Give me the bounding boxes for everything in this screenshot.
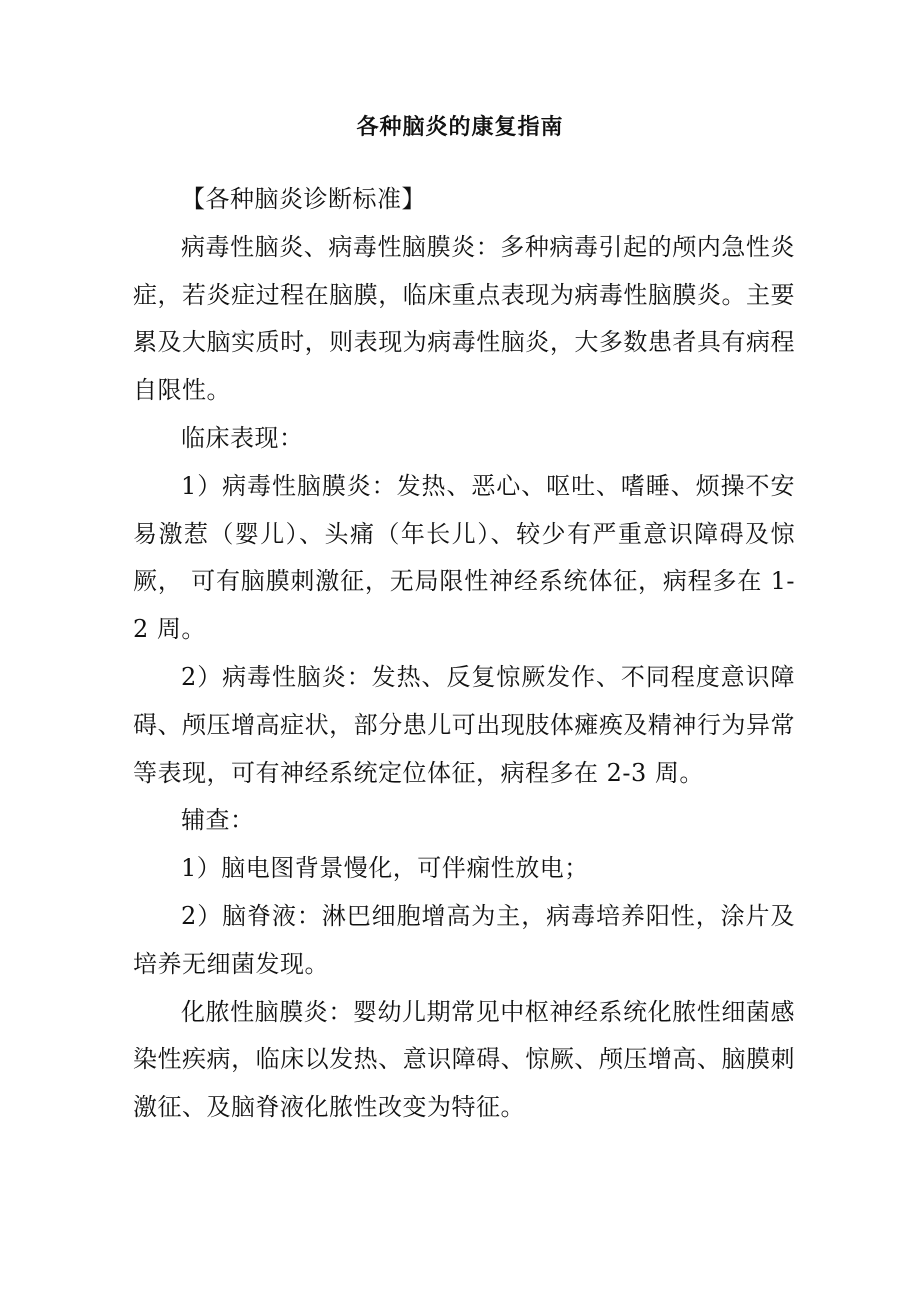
document-body <box>133 176 795 1132</box>
document-title: 各种脑炎的康复指南 <box>356 115 564 140</box>
paragraph-viral-encephalitis-signs: 2）病毒性脑炎：发热、反复惊厥发作、不同程度意识障碍、颅压增高症状，部分患儿可出现肢体瘫痪及精神行为异常等表现，可有神经系统定位体征，病程多在 2-3 周。 <box>133 662 795 787</box>
paragraph-viral-encephalitis: 病毒性脑炎、病毒性脑膜炎：多种病毒引起的颅内急性炎症，若炎症过程在脑膜，临床重点表现为病毒性脑膜炎。主要累及大脑实质时，则表现为病毒性脑炎，大多数患者具有病程自限性。 <box>133 232 795 405</box>
section-heading-diagnosis: 【各种脑炎诊断标准】 <box>181 185 426 213</box>
paragraph-viral-meningitis: 1）病毒性脑膜炎：发热、恶心、呕吐、嗜睡、烦操不安易激惹（婴儿）、头痛（年长儿）、较少有严重意识障碍及惊厥， 可有脑膜刺激征，无局限性神经系统体征，病程多在 1-2 周。 <box>133 471 795 644</box>
paragraph-csf: 2）脑脊液：淋巴细胞增高为主，病毒培养阳性，涂片及培养无细菌发现。 <box>133 901 795 978</box>
paragraph-clinical-label: 临床表现： <box>181 423 304 452</box>
paragraph-auxiliary-label: 辅查： <box>181 806 255 835</box>
paragraph-eeg: 1）脑电图背景慢化，可伴痫性放电； <box>181 854 589 883</box>
paragraph-purulent-meningitis: 化脓性脑膜炎：婴幼儿期常见中枢神经系统化脓性细菌感染性疾病，临床以发热、意识障碍、惊厥、颅压增高、脑膜刺激征、及脑脊液化脓性改变为特征。 <box>133 997 795 1122</box>
